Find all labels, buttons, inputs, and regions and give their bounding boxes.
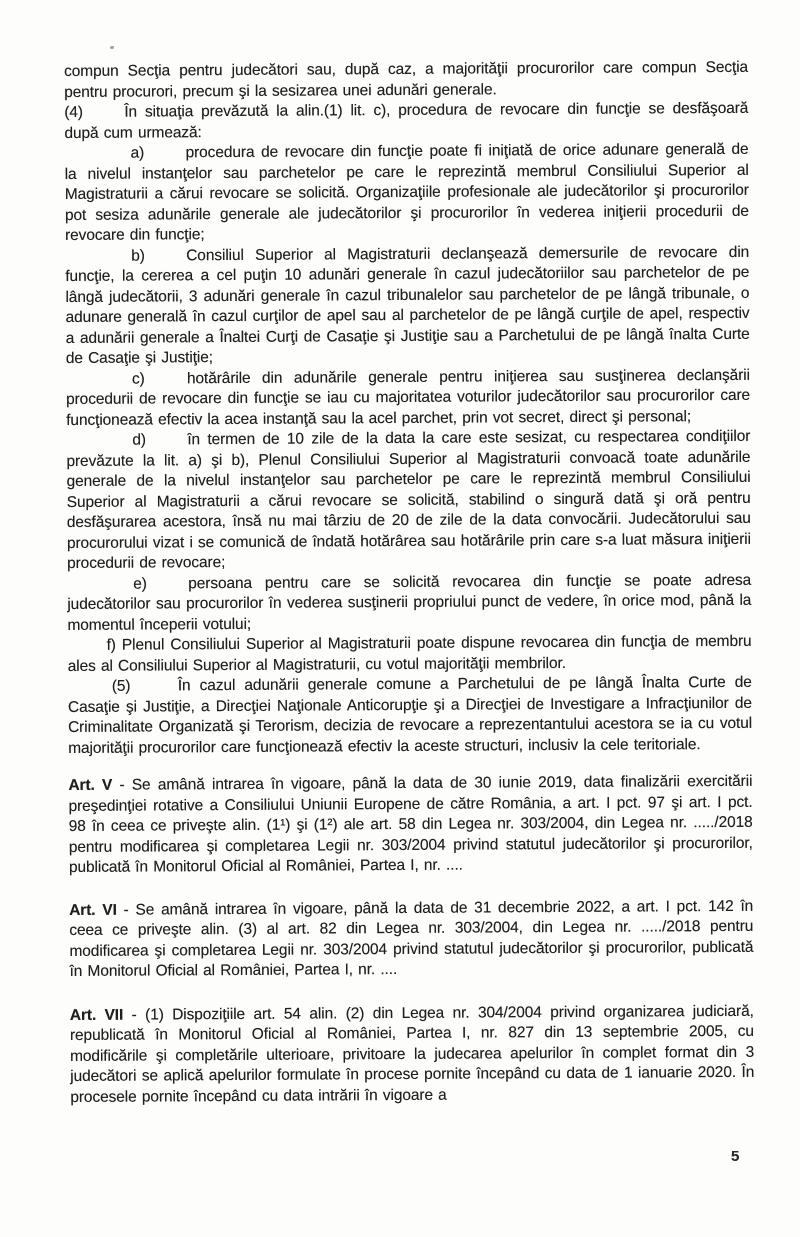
lit-e-text: persoana pentru care se solicită revocarea din funcţie se poate adresa judecătorilor sau procurorilor în vederea susţinerii propriului punct de vedere, în orice mod, până la momentul începerii votului; [67,571,752,634]
alin-4-number: (4) [64,103,84,121]
scan-speck-artifact [110,46,114,49]
paragraph-lit-c [66,365,750,431]
art-vii-text: - (1) Dispoziţiile art. 54 alin. (2) din Legea nr. 304/2004 privind organizarea judiciară, republicată în Monitorul Oficial al României, Partea I, nr. 827 din 13 septembrie 2005, cu modificările şi completările ulterioare, privitoare la judecarea apelurilor în complet format din 3 judecători se aplică apelurilor formulate în procese pornite începând cu data de 1 ianuarie 2020. În procesele pornite începând cu data intrării în vigoare a [69,1002,755,1106]
lit-c-label: c) [131,370,145,388]
art-vi-label: Art. VI [69,901,117,919]
alin-5-number: (5) [111,677,131,695]
paragraph-lit-a [65,140,750,247]
lit-b-label: b) [131,247,145,265]
page-number: 5 [731,1148,740,1165]
lit-b-text: Consiliul Superior al Magistraturii declanşează demersurile de revocare din funcţie, la cererea a cel puţin 10 adunări generale în cazul judecătoriilor sau parchetelor de pe lângă judecătorii, 3 adunări generale în cazul tribunalelor sau parchetelor de pe lângă tribunale, o adunare generală în cazul curţilor de apel sau al parchetelor de pe lângă curţile de apel, respectiv a adunării generale a Înaltei Curţi de Casaţie şi Justiţie sau a Parchetului de pe lângă înalta Curte de Casaţie şi Justiţie; [65,243,750,367]
alin-5-text: În cazul adunării generale comune a Parchetului de pe lângă Înalta Curte de Casaţie şi Justiţie, a Direcţiei Naţionale Anticorupţie şi a Direcţiei de Investigare a Infracţiunilor de Criminalitate Organizată şi Terorism, decizia de revocare a reprezentantului acestora se ia cu votul majorităţii procurorilor care funcţionează efectiv la aceste structuri, inclusiv la cele teritoriale. [67,673,753,757]
art-v-text: - Se amână intrarea în vigoare, până la data de 30 iunie 2019, data finalizării exercitării preşedinţiei rotative a Consiliului Uniunii Europene de către România, a art. I pct. 97 şi art. I pct. 98 în ceea ce priveşte alin. (1¹) şi (1²) ale art. 58 din Legea nr. 303/2004, din Legea nr. ...../2018 pentru modificarea şi completarea Legii nr. 303/2004 privind statutul judecătorilor şi procurorilor, publicată în Monitorul Oficial al României, Partea I, nr. .... [68,772,753,876]
paragraph-lit-b [65,242,750,369]
document-body [64,58,754,1108]
lit-a-text: procedura de revocare din funcţie poate fi iniţiată de orice adunare generală de la nivelul instanţelor sau parchetelor pe care le reprezintă membrul Consiliului Superior al Magistraturii a cărui revocare se solicită. Organizaţiile profesionale ale judecătorilor şi procurorilor pot sesiza adunările generale ale judecătorilor şi procurorilor în vederea iniţierii procedurii de revocare din funcţie; [64,140,749,244]
paragraph-lit-f: f) Plenul Consiliului Superior al Magistraturii poate dispune revocarea din funcţia de membru ales al Consiliului Superior al Magistraturii, cu votul majorităţii membrilor. [67,632,752,675]
paragraph-lit-d [66,427,751,575]
art-v-label: Art. V [68,776,113,794]
paragraph-art-v [68,772,753,879]
paragraph-art-vii [70,1001,755,1108]
alin-4-text: În situaţia prevăzută la alin.(1) lit. c), procedura de revocare din funcţie se desfăşoară după cum urmează: [64,99,749,142]
lit-d-text: în termen de 10 zile de la data la care este sesizat, cu respectarea condiţiilor prevăzute la lit. a) şi b), Plenul Consiliului Superior al Magistraturii convoacă toate adunările generale de la nivelul instanţelor sau parchetelor pe care le reprezintă membrul Consiliului Superior al Magistraturii a cărui revocare se solicită, stabilind o singură dată şi oră pentru desfăşurarea acestora, însă nu mai târziu de 20 de zile de la data convocării. Judecătorului sau procurorului vizat i se comunică de îndată hotărârea sau hotărârile prin care s-a luat măsura iniţierii procedurii de revocare; [66,427,751,572]
paragraph-alin-5 [68,673,752,759]
lit-e-label: e) [133,575,147,593]
art-vi-text: - Se amână intrarea în vigoare, până la data de 31 decembrie 2022, a art. I pct. 142 în ceea ce priveşte alin. (3) al art. 82 din Legea nr. 303/2004, din Legea nr. ...../2018 pentru modificarea şi completarea Legii nr. 303/2004 privind statutul judecătorilor şi procurorilor, publicată în Monitorul Oficial al României, Partea I, nr. .... [69,897,754,980]
lit-a-label: a) [130,144,145,162]
lit-c-text: hotărârile din adunările generale pentru iniţierea sau susţinerea declanşării procedurii de revocare din funcţie se iau cu majoritatea voturilor judecătorilor sau procurorilor care funcţionează efectiv la acea instanţă sau la acel parchet, prin vot secret, direct şi personal; [66,366,751,429]
lit-d-label: d) [132,431,146,449]
art-vii-label: Art. VII [69,1006,124,1024]
paragraph-alin-4 [64,99,748,144]
paragraph-lit-e [67,570,751,636]
paragraph-continuation: compun Secţia pentru judecători sau, după caz, a majorităţii procurorilor care compun Secţia pentru procurori, precum şi la sesizarea unei adunări generale. [64,58,749,101]
paragraph-art-vi [69,896,753,982]
